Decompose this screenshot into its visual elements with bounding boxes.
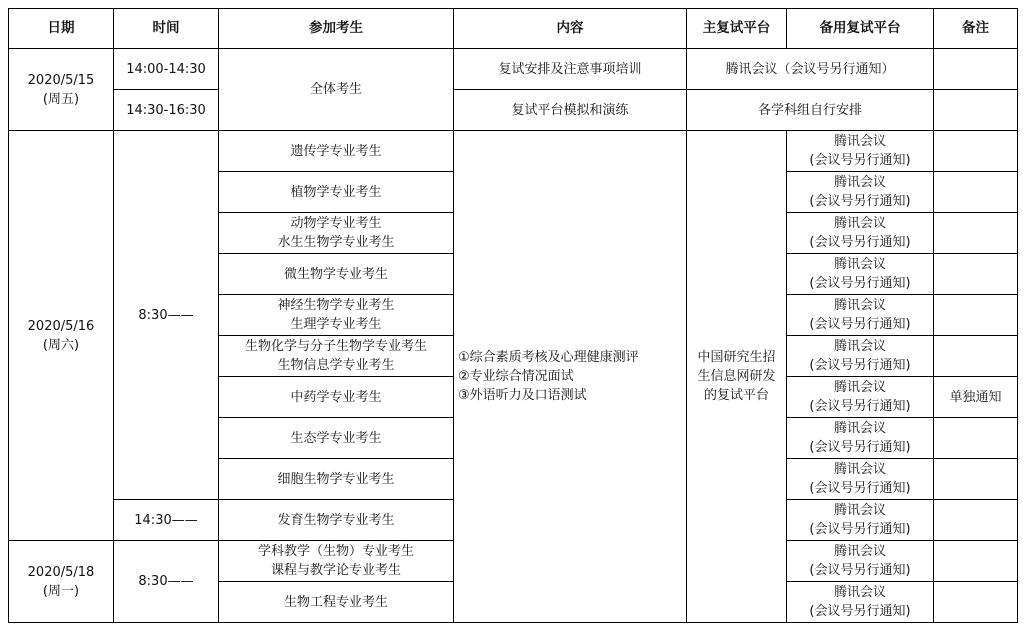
candidates-cell: 细胞生物学专业考生 — [219, 459, 454, 500]
content-cell: 复试平台模拟和演练 — [454, 90, 687, 131]
note-cell — [934, 90, 1018, 131]
backup-platform-cell: 腾讯会议 (会议号另行通知) — [787, 459, 934, 500]
candidates-cell: 全体考生 — [219, 49, 454, 131]
content-cell: 复试安排及注意事项培训 — [454, 49, 687, 90]
candidates-cell: 中药学专业考生 — [219, 377, 454, 418]
backup-platform-cell: 腾讯会议 (会议号另行通知) — [787, 582, 934, 623]
note-cell — [934, 49, 1018, 90]
backup-platform-cell: 腾讯会议 (会议号另行通知) — [787, 336, 934, 377]
header-date: 日期 — [9, 9, 114, 49]
backup-platform-cell: 腾讯会议 (会议号另行通知) — [787, 254, 934, 295]
candidates-cell: 生态学专业考生 — [219, 418, 454, 459]
backup-platform-cell: 腾讯会议 (会议号另行通知) — [787, 377, 934, 418]
note-cell — [934, 500, 1018, 541]
header-candidates: 参加考生 — [219, 9, 454, 49]
date-cell-0516: 2020/5/16 (周六) — [9, 131, 114, 541]
table-row — [9, 90, 1018, 131]
note-cell — [934, 172, 1018, 213]
backup-platform-cell: 腾讯会议 (会议号另行通知) — [787, 295, 934, 336]
date-cell-0518: 2020/5/18 (周一) — [9, 541, 114, 623]
note-cell — [934, 131, 1018, 172]
note-cell — [934, 418, 1018, 459]
backup-platform-cell: 腾讯会议 (会议号另行通知) — [787, 500, 934, 541]
main-platform-cell: 中国研究生招 生信息网研发 的复试平台 — [687, 131, 787, 623]
time-cell: 14:00-14:30 — [114, 49, 219, 90]
header-content: 内容 — [454, 9, 687, 49]
date-cell-0515: 2020/5/15 (周五) — [9, 49, 114, 131]
content-cell: ①综合素质考核及心理健康测评 ②专业综合情况面试 ③外语听力及口语测试 — [454, 131, 687, 623]
header-main-platform: 主复试平台 — [687, 9, 787, 49]
table-row — [9, 49, 1018, 90]
note-cell — [934, 295, 1018, 336]
backup-platform-cell: 腾讯会议 (会议号另行通知) — [787, 172, 934, 213]
table-row — [9, 131, 1018, 172]
note-cell-single-notice: 单独通知 — [934, 377, 1018, 418]
candidates-cell: 动物学专业考生 水生生物学专业考生 — [219, 213, 454, 254]
backup-platform-cell: 腾讯会议 (会议号另行通知) — [787, 541, 934, 582]
header-time: 时间 — [114, 9, 219, 49]
candidates-cell: 发育生物学专业考生 — [219, 500, 454, 541]
header-backup-platform: 备用复试平台 — [787, 9, 934, 49]
note-cell — [934, 541, 1018, 582]
time-cell: 14:30-16:30 — [114, 90, 219, 131]
candidates-cell: 微生物学专业考生 — [219, 254, 454, 295]
note-cell — [934, 254, 1018, 295]
platform-cell: 各学科组自行安排 — [687, 90, 934, 131]
schedule-table-wrapper — [8, 8, 1017, 623]
note-cell — [934, 213, 1018, 254]
backup-platform-cell: 腾讯会议 (会议号另行通知) — [787, 213, 934, 254]
time-cell: 8:30—— — [114, 541, 219, 623]
schedule-table — [8, 8, 1018, 623]
time-cell: 8:30—— — [114, 131, 219, 500]
candidates-cell: 生物工程专业考生 — [219, 582, 454, 623]
time-cell: 14:30—— — [114, 500, 219, 541]
platform-cell: 腾讯会议（会议号另行通知） — [687, 49, 934, 90]
backup-platform-cell: 腾讯会议 (会议号另行通知) — [787, 131, 934, 172]
header-note: 备注 — [934, 9, 1018, 49]
candidates-cell: 植物学专业考生 — [219, 172, 454, 213]
note-cell — [934, 336, 1018, 377]
candidates-cell: 神经生物学专业考生 生理学专业考生 — [219, 295, 454, 336]
backup-platform-cell: 腾讯会议 (会议号另行通知) — [787, 418, 934, 459]
candidates-cell: 生物化学与分子生物学专业考生 生物信息学专业考生 — [219, 336, 454, 377]
header-row — [9, 9, 1018, 49]
note-cell — [934, 459, 1018, 500]
candidates-cell: 遗传学专业考生 — [219, 131, 454, 172]
note-cell — [934, 582, 1018, 623]
candidates-cell: 学科教学（生物）专业考生 课程与教学论专业考生 — [219, 541, 454, 582]
